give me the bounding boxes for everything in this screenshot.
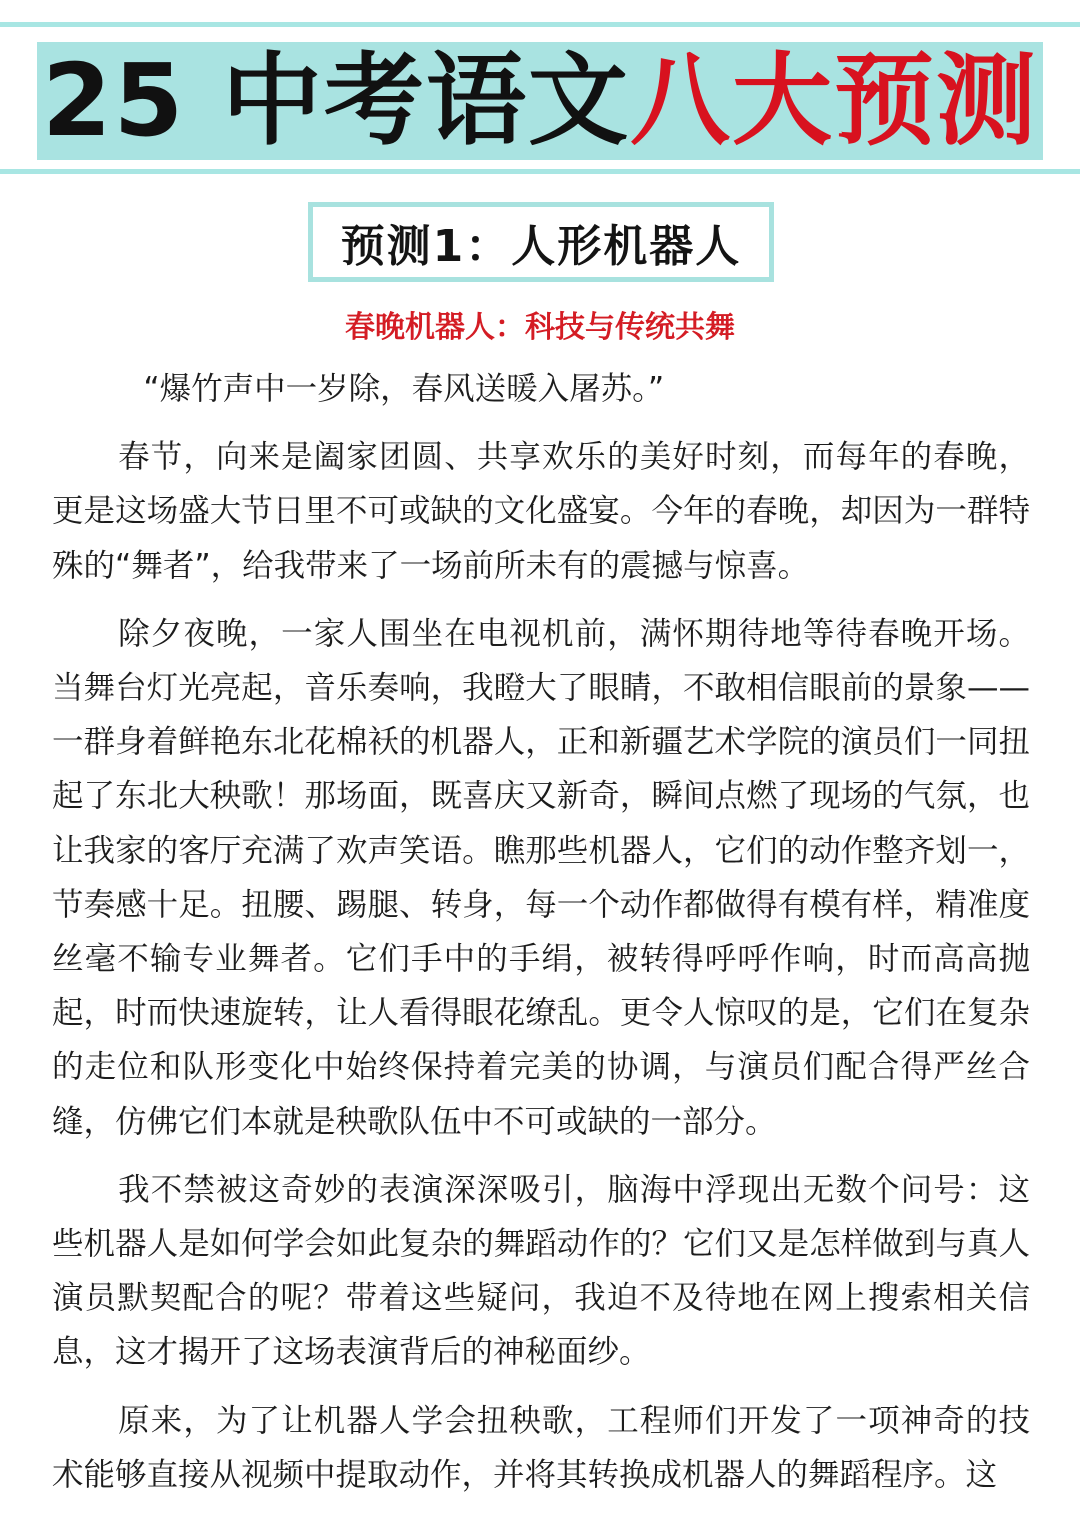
paragraph: 春节，向来是阖家团圆、共享欢乐的美好时刻，而每年的春晚，更是这场盛大节日里不可或缺的文化盛宴。今年的春晚，却因为一群特殊的“舞者”，给我带来了一场前所未有的震撼与惊喜。 (52, 439, 1030, 584)
article-subtitle: 春晚机器人：科技与传统共舞 (345, 310, 735, 345)
paragraph: 我不禁被这奇妙的表演深深吸引，脑海中浮现出无数个问号：这些机器人是如何学会如此复杂的舞蹈动作的？它们又是怎样做到与真人演员默契配合的呢？带着这些疑问，我迫不及待地在网上搜索相关信息，这才揭开了这场表演背后的神秘面纱。 (52, 1171, 1030, 1371)
title-red-part: 八大预测 (629, 42, 1038, 159)
title-black-part: 25 中考语文 (42, 42, 630, 159)
top-divider-line (0, 22, 1080, 27)
bottom-divider-line (0, 169, 1080, 174)
title-banner (37, 42, 1043, 160)
section-heading: 预测1：人形机器人 (340, 221, 742, 272)
page-title (42, 42, 1038, 159)
article-body (52, 362, 1030, 1516)
paragraph: 除夕夜晚，一家人围坐在电视机前，满怀期待地等待春晚开场。当舞台灯光亮起，音乐奏响，我瞪大了眼睛，不敢相信眼前的景象——一群身着鲜艳东北花棉袄的机器人，正和新疆艺术学院的演员们一同扭起了东北大秧歌！那场面，既喜庆又新奇，瞬间点燃了现场的气氛，也让我家的客厅充满了欢声笑语。瞧那些机器人，它们的动作整齐划一，节奏感十足。扭腰、踢腿、转身，每一个动作都做得有模有样，精准度丝毫不输专业舞者。它们手中的手绢，被转得呼呼作响，时而高高抛起，时而快速旋转，让人看得眼花缭乱。更令人惊叹的是，它们在复杂的走位和队形变化中始终保持着完美的协调，与演员们配合得严丝合缝，仿佛它们本就是秧歌队伍中不可或缺的一部分。 (52, 615, 1030, 1140)
section-heading-box (308, 202, 774, 282)
paragraph-quote: “爆竹声中一岁除，春风送暖入屠苏。” (143, 371, 665, 407)
paragraph: 原来，为了让机器人学会扭秧歌，工程师们开发了一项神奇的技术能够直接从视频中提取动作，并将其转换成机器人的舞蹈程序。这 (52, 1402, 1030, 1493)
